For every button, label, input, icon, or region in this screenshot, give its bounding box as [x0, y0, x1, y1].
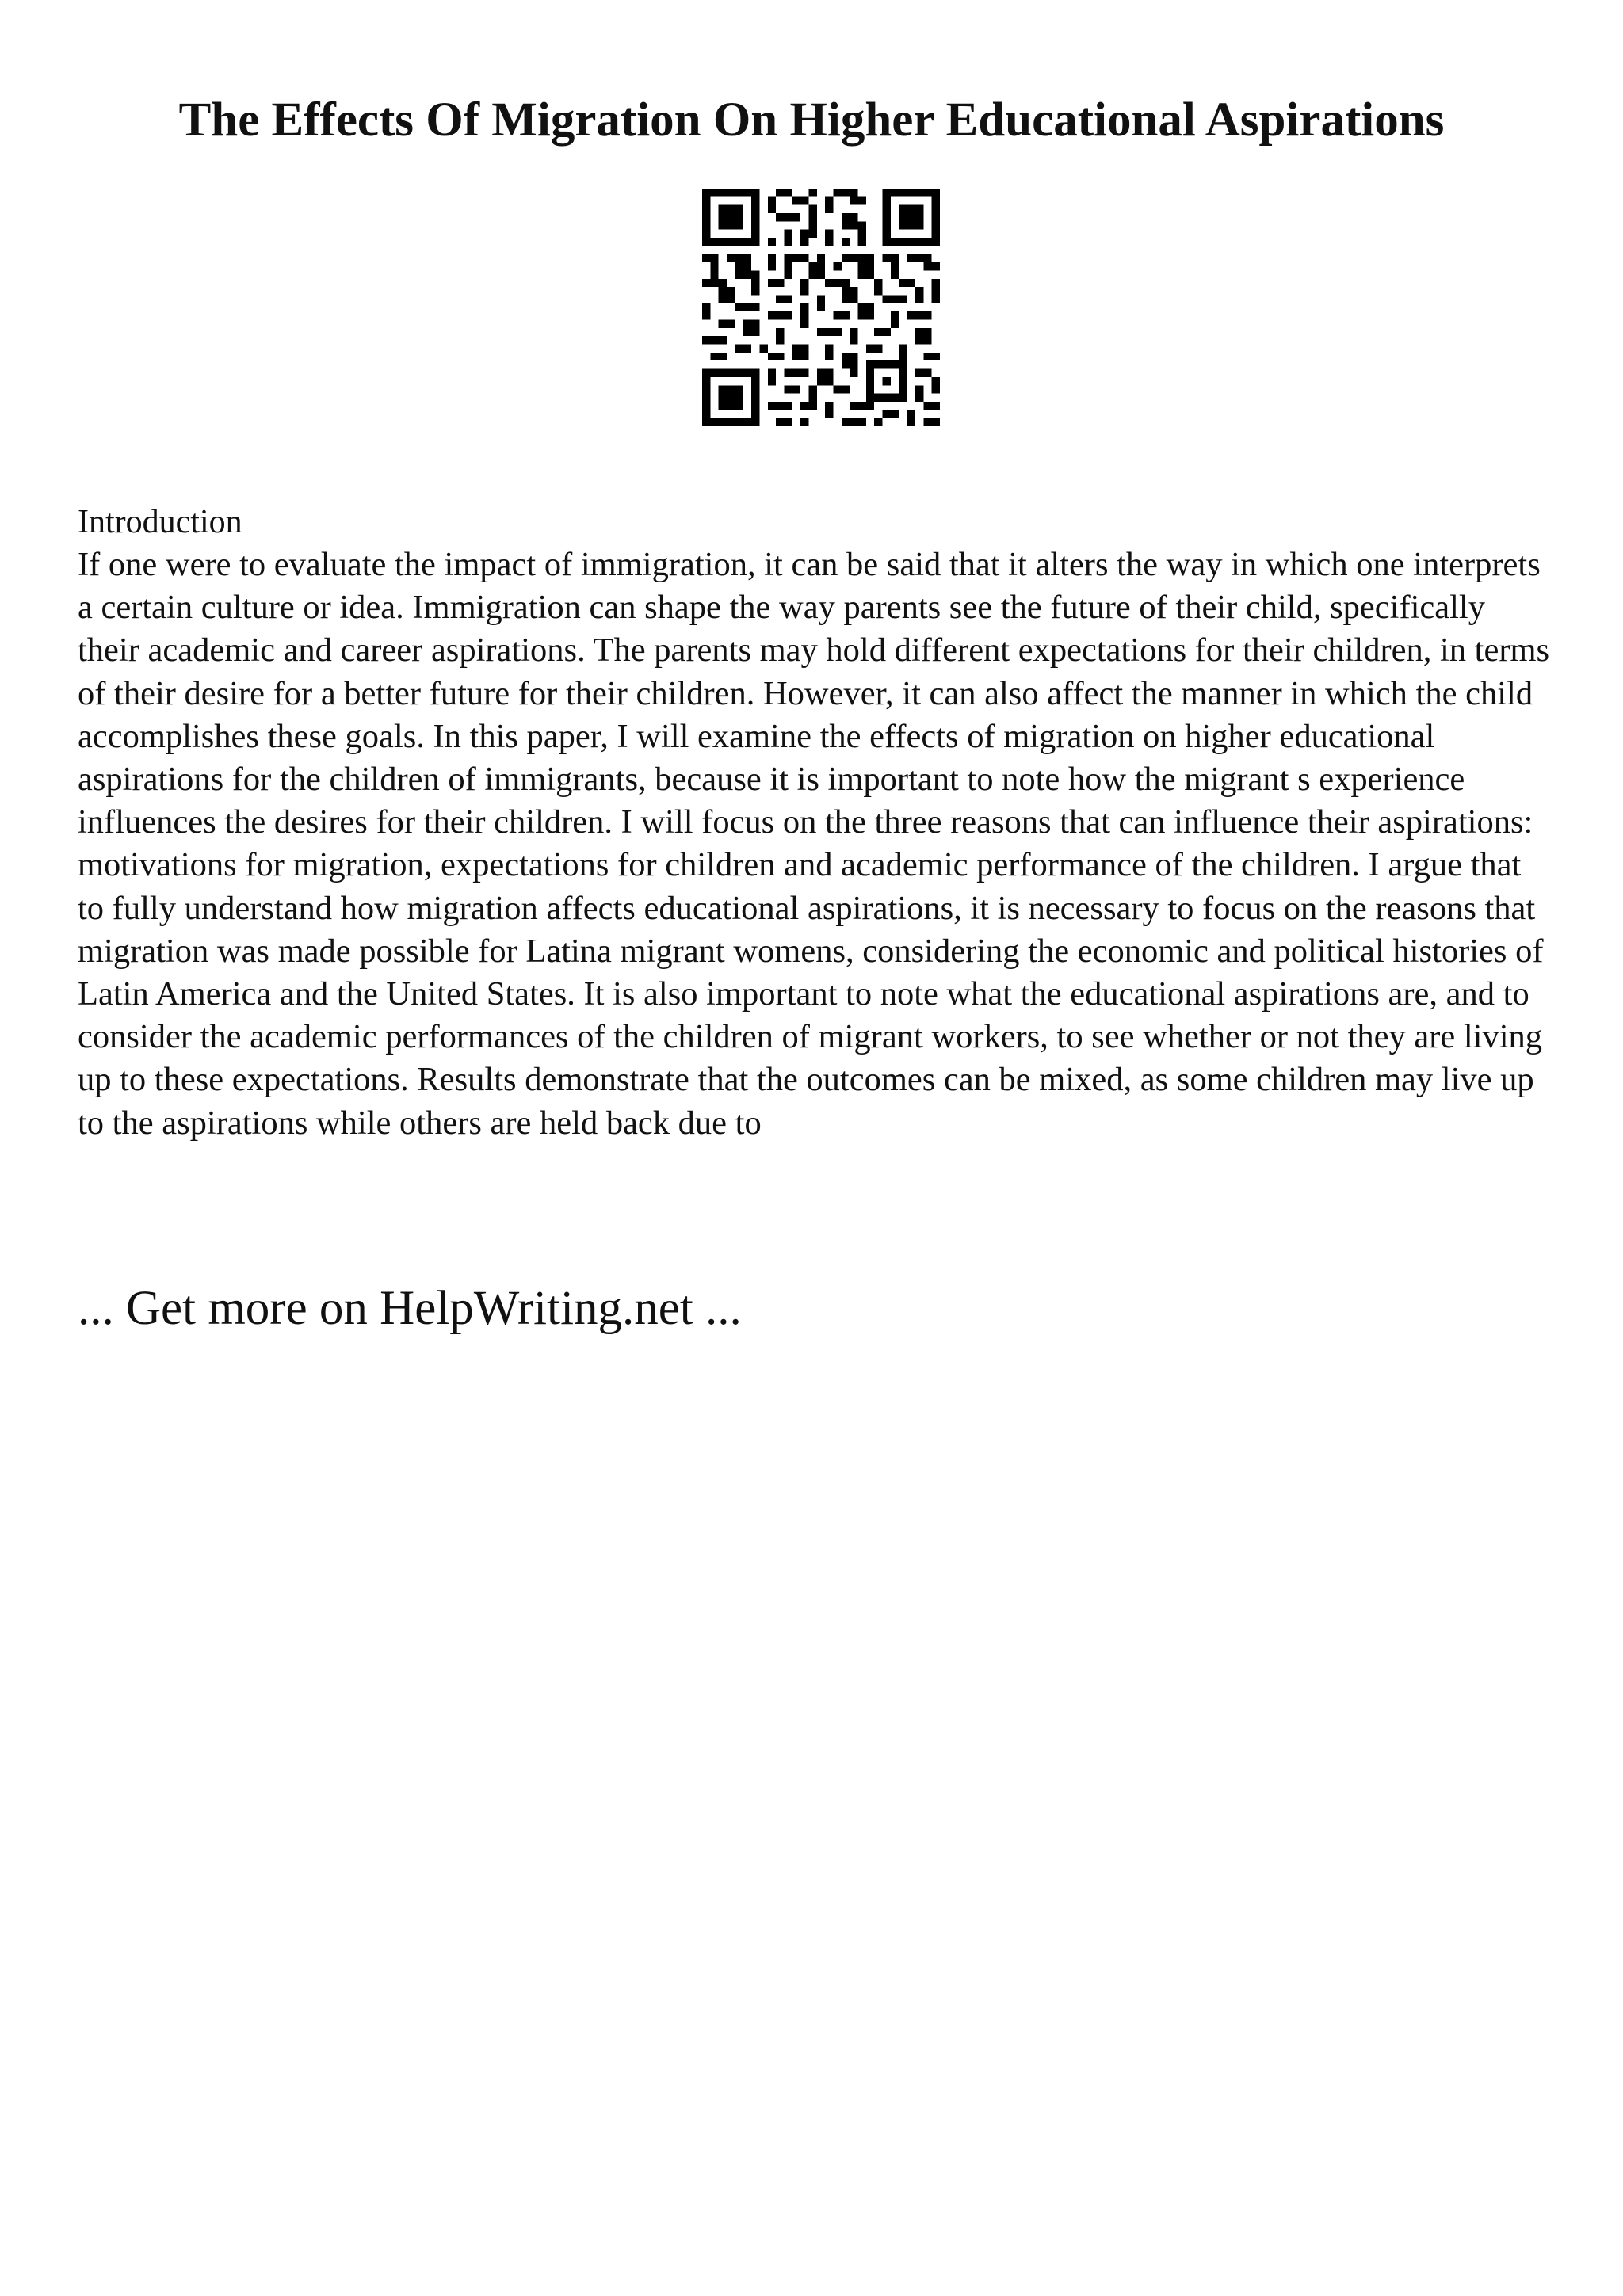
qr-code-icon [702, 189, 940, 426]
body-paragraph: If one were to evaluate the impact of immigration, it can be said that it alters the way in which one interprets a certain culture or idea. Immigration can shape the way parents see the future of their child, specifically their academic and career aspirations. The parents may hold different expectations for their children, in terms of their desire for a better future for their children. However, it can also affect the manner in which the child accomplishes these goals. In this paper, I will examine the effects of migration on higher educational aspirations for the children of immigrants, because it is important to note how the migrant s experience influences the desires for their children. I will focus on the three reasons that can influence their aspirations: motivations for migration, expectations for children and academic performance of the children. I argue that to fully understand how migration affects educational aspirations, it is necessary to focus on the reasons that migration was made possible for Latina migrant womens, considering the economic and political histories of Latin America and the United States. It is also important to note what the educational aspirations are, and to consider the academic performances of the children of migrant workers, to see whether or not they are living up to these expectations. Results demonstrate that the outcomes can be mixed, as some children may live up to the aspirations while others are held back due to [78, 546, 1550, 1142]
document-title: The Effects Of Migration On Higher Educational Aspirations [178, 93, 1445, 147]
section-heading: Introduction [78, 504, 242, 540]
get-more-link[interactable]: ... Get more on HelpWriting.net ... [78, 1282, 742, 1335]
